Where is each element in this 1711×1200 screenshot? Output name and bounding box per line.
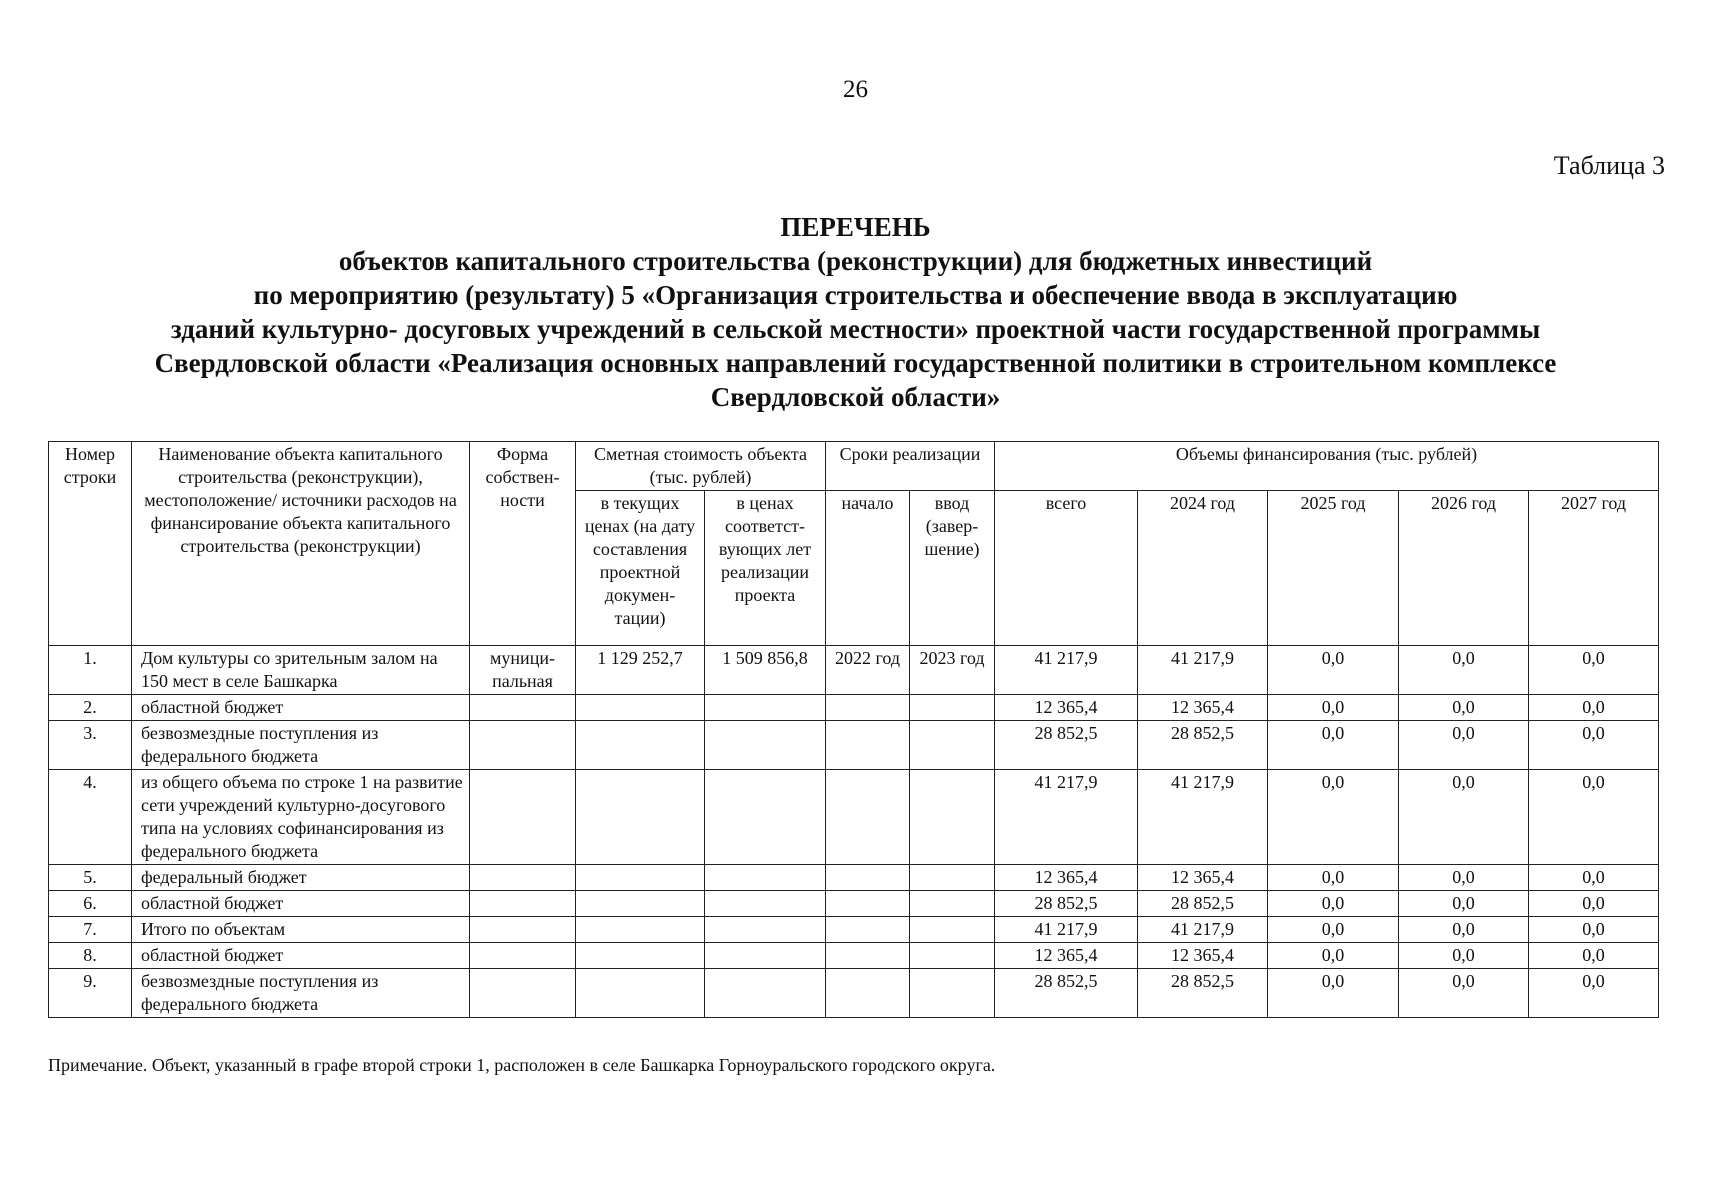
row-ownership [470,969,576,1018]
row-2024: 41 217,9 [1138,646,1268,695]
row-2025: 0,0 [1268,865,1399,891]
table-row [49,865,1659,891]
row-end: 2023 год [910,646,995,695]
row-2025: 0,0 [1268,646,1399,695]
row-cost-current [576,770,705,865]
col-header-2027: 2027 год [1529,491,1659,646]
col-header-name: Наименование объекта капитального строительства (реконструкции), местоположение/ источники расходов на финансирование объекта капитального строительства (реконструкции) [132,442,470,646]
row-total: 28 852,5 [995,721,1138,770]
row-2026: 0,0 [1399,721,1529,770]
heading-line-5: Свердловской области «Реализация основных направлений государственной политики в строительном комплексе [154,348,1557,378]
row-start [826,721,910,770]
row-start [826,943,910,969]
row-cost-years [705,695,826,721]
row-ownership [470,891,576,917]
row-name: из общего объема по строке 1 на развитие сети учреждений культурно-досугового типа на условиях софинансирования из федерального бюджета [132,770,470,865]
col-header-row-no: Номер строки [49,442,132,646]
row-ownership [470,695,576,721]
row-cost-current [576,721,705,770]
col-header-total: всего [995,491,1138,646]
row-ownership: муници-пальная [470,646,576,695]
table-row [49,969,1659,1018]
row-cost-years [705,943,826,969]
table-row [49,943,1659,969]
col-header-funding: Объемы финансирования (тыс. рублей) [995,442,1659,491]
row-name: безвозмездные поступления из федерального бюджета [132,969,470,1018]
capital-construction-table [48,441,1659,1018]
row-2025: 0,0 [1268,891,1399,917]
row-name: областной бюджет [132,943,470,969]
page-number: 26 [843,76,868,103]
row-cost-years [705,770,826,865]
row-no: 6. [49,891,132,917]
col-header-cost-years: в ценах соответст-вующих лет реализации проекта [705,491,826,646]
row-no: 3. [49,721,132,770]
heading-line-6: Свердловской области» [710,382,1001,412]
row-2027: 0,0 [1529,770,1659,865]
col-header-end: ввод (завер-шение) [910,491,995,646]
row-total: 12 365,4 [995,865,1138,891]
row-start [826,891,910,917]
row-ownership [470,770,576,865]
row-2024: 28 852,5 [1138,891,1268,917]
row-cost-current [576,969,705,1018]
row-2025: 0,0 [1268,943,1399,969]
row-2024: 41 217,9 [1138,917,1268,943]
heading-line-3: по мероприятию (результату) 5 «Организация строительства и обеспечение ввода в эксплуатацию [253,280,1458,310]
row-no: 4. [49,770,132,865]
row-name: федеральный бюджет [132,865,470,891]
row-start [826,865,910,891]
row-name: областной бюджет [132,891,470,917]
row-start: 2022 год [826,646,910,695]
row-2027: 0,0 [1529,865,1659,891]
col-header-2025: 2025 год [1268,491,1399,646]
table-row [49,695,1659,721]
row-2027: 0,0 [1529,969,1659,1018]
col-header-2026: 2026 год [1399,491,1529,646]
row-no: 9. [49,969,132,1018]
row-cost-years [705,721,826,770]
row-start [826,695,910,721]
row-cost-years [705,917,826,943]
row-cost-years [705,969,826,1018]
row-name: областной бюджет [132,695,470,721]
col-header-cost-current: в текущих ценах (на дату составления проектной докумен-тации) [576,491,705,646]
table-row [49,721,1659,770]
table-row [49,917,1659,943]
row-2027: 0,0 [1529,721,1659,770]
row-start [826,770,910,865]
col-header-timeline: Сроки реализации [826,442,995,491]
row-end [910,695,995,721]
row-total: 41 217,9 [995,917,1138,943]
row-2026: 0,0 [1399,646,1529,695]
row-2024: 28 852,5 [1138,969,1268,1018]
row-2024: 41 217,9 [1138,770,1268,865]
row-2024: 12 365,4 [1138,943,1268,969]
row-2025: 0,0 [1268,969,1399,1018]
row-cost-years [705,865,826,891]
row-end [910,865,995,891]
document-heading [60,210,1651,414]
row-end [910,721,995,770]
row-2026: 0,0 [1399,917,1529,943]
col-header-2024: 2024 год [1138,491,1268,646]
row-2024: 12 365,4 [1138,695,1268,721]
row-total: 41 217,9 [995,770,1138,865]
heading-line-2: объектов капитального строительства (реконструкции) для бюджетных инвестиций [338,246,1373,276]
row-cost-current [576,695,705,721]
row-total: 12 365,4 [995,943,1138,969]
row-total: 28 852,5 [995,969,1138,1018]
row-2025: 0,0 [1268,917,1399,943]
row-no: 2. [49,695,132,721]
row-cost-years: 1 509 856,8 [705,646,826,695]
row-2026: 0,0 [1399,943,1529,969]
row-2024: 28 852,5 [1138,721,1268,770]
table-row [49,646,1659,695]
row-ownership [470,721,576,770]
row-total: 28 852,5 [995,891,1138,917]
col-header-start: начало [826,491,910,646]
row-no: 8. [49,943,132,969]
row-2024: 12 365,4 [1138,865,1268,891]
row-no: 5. [49,865,132,891]
row-no: 7. [49,917,132,943]
row-2026: 0,0 [1399,770,1529,865]
row-end [910,943,995,969]
row-ownership [470,865,576,891]
table-row [49,770,1659,865]
row-2026: 0,0 [1399,891,1529,917]
col-header-estimated-cost: Сметная стоимость объекта (тыс. рублей) [576,442,826,491]
row-2026: 0,0 [1399,969,1529,1018]
row-name: Итого по объектам [132,917,470,943]
row-2027: 0,0 [1529,917,1659,943]
row-start [826,969,910,1018]
row-2027: 0,0 [1529,695,1659,721]
row-2025: 0,0 [1268,721,1399,770]
row-name: Дом культуры со зрительным залом на 150 мест в селе Башкарка [132,646,470,695]
row-end [910,891,995,917]
row-2025: 0,0 [1268,695,1399,721]
row-cost-current [576,865,705,891]
row-cost-current [576,891,705,917]
col-header-ownership: Форма собствен-ности [470,442,576,646]
row-ownership [470,943,576,969]
row-2027: 0,0 [1529,646,1659,695]
row-2026: 0,0 [1399,865,1529,891]
table-label: Таблица 3 [1553,151,1665,180]
row-no: 1. [49,646,132,695]
row-end [910,770,995,865]
row-total: 41 217,9 [995,646,1138,695]
row-cost-years [705,891,826,917]
row-2027: 0,0 [1529,943,1659,969]
row-total: 12 365,4 [995,695,1138,721]
row-name: безвозмездные поступления из федерального бюджета [132,721,470,770]
row-cost-current: 1 129 252,7 [576,646,705,695]
row-end [910,969,995,1018]
footnote: Примечание. Объект, указанный в графе второй строки 1, расположен в селе Башкарка Горноуральского городского округа. [48,1055,996,1075]
table-row [49,891,1659,917]
row-end [910,917,995,943]
row-2025: 0,0 [1268,770,1399,865]
row-2027: 0,0 [1529,891,1659,917]
row-cost-current [576,917,705,943]
row-ownership [470,917,576,943]
row-2026: 0,0 [1399,695,1529,721]
row-start [826,917,910,943]
heading-line-4: зданий культурно- досуговых учреждений в сельской местности» проектной части государственной программы [170,314,1541,344]
heading-line-1: ПЕРЕЧЕНЬ [780,212,931,242]
row-cost-current [576,943,705,969]
